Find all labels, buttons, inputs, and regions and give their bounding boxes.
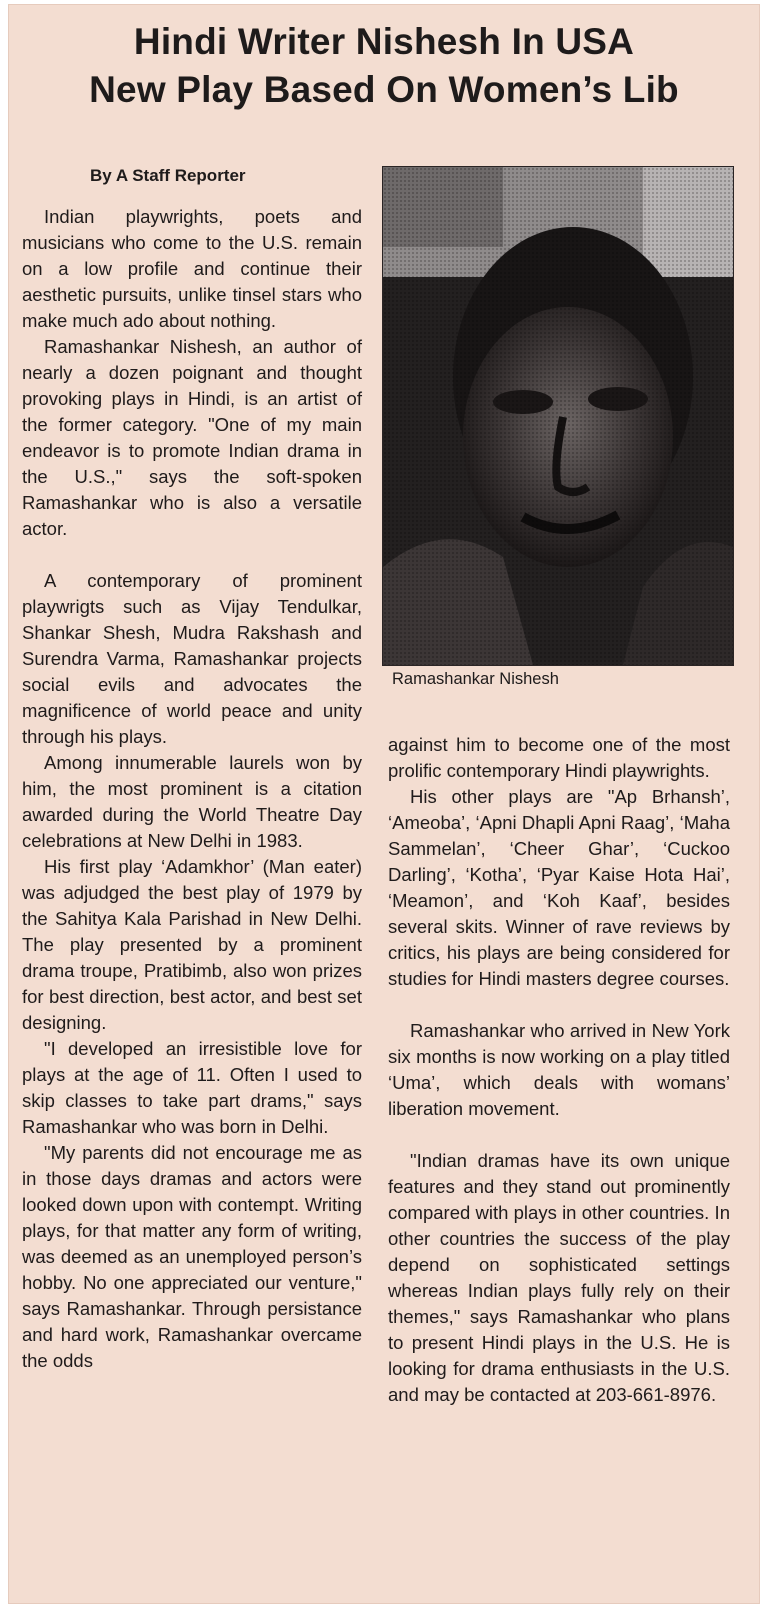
column1-paragraph-1: Indian playwrights, poets and musicians who come to the U.S. remain on a low profile and continue their aesthetic pursuits, unlike tinsel stars who make much ado about nothing. (22, 206, 362, 331)
column2-paragraph-3: Ramashankar who arrived in New York six months is now working on a play titled ‘Uma’, which deals with womans’ liberation movement. (388, 1020, 730, 1119)
byline: By A Staff Reporter (90, 166, 246, 185)
newspaper-clipping (8, 4, 760, 1604)
article-column-2 (388, 732, 730, 1408)
portrait-photo (382, 166, 734, 666)
column1-paragraph-4: Among innumerable laurels won by him, the most prominent is a citation awarded during the World Theatre Day celebrations at New Delhi in 1983. (22, 752, 362, 851)
column1-paragraph-3: A contemporary of prominent playwrigts such as Vijay Tendulkar, Shankar Shesh, Mudra Rakshash and Surendra Varma, Ramashankar projects social evils and advocates the magnificence of world peace and unity through his plays. (22, 570, 362, 747)
column2-paragraph-2: His other plays are "Ap Brhansh’, ‘Ameoba’, ‘Apni Dhapli Apni Raag’, ‘Maha Sammelan’, ‘Cheer Ghar’, ‘Cuckoo Darling’, ‘Kotha’, ‘Pyar Kaise Hota Hai’, ‘Meamon’, and ‘Koh Kaaf’, besides several skits. Winner of rave reviews by critics, his plays are being considered for studies for Hindi masters degree courses. (388, 786, 730, 989)
headline-line-1: Hindi Writer Nishesh In USA (133, 21, 635, 62)
column1-paragraph-2: Ramashankar Nishesh, an author of nearly a dozen poignant and thought provoking plays in Hindi, is an artist of the former category. "One of my main endeavor is to promote Indian drama in the U.S.," says the soft-spoken Ramashankar who is also a versatile actor. (22, 336, 362, 539)
portrait-image (383, 167, 733, 665)
column2-paragraph-1: against him to become one of the most prolific contemporary Hindi playwrights. (388, 734, 730, 781)
headline-line-2: New Play Based On Women’s Lib (89, 69, 679, 110)
column2-paragraph-4: "Indian dramas have its own unique features and they stand out prominently compared with plays in other countries. In other countries the success of the play depend on sophisticated settings whereas Indian plays fully rely on their themes," says Ramashankar who plans to present Hindi plays in the U.S. He is looking for drama enthusiasts in the U.S. and may be contacted at 203-661-8976. (388, 1150, 730, 1405)
column1-paragraph-7: "My parents did not encourage me as in those days dramas and actors were looked down upon with contempt. Writing plays, for that matter any form of writing, was deemed as an unemployed person’s hobby. No one appreciated our venture," says Ramashankar. Through persistance and hard work, Ramashankar overcame the odds (22, 1142, 362, 1371)
column1-paragraph-5: His first play ‘Adamkhor’ (Man eater) was adjudged the best play of 1979 by the Sahitya Kala Parishad in New Delhi. The play presented by a prominent drama troupe, Pratibimb, also won prizes for best direction, best actor, and best set designing. (22, 856, 362, 1033)
headline (8, 18, 760, 114)
article-column-1 (22, 204, 362, 1374)
column1-paragraph-6: "I developed an irresistible love for plays at the age of 11. Often I used to skip classes to take part drams," says Ramashankar who was born in Delhi. (22, 1038, 362, 1137)
photo-caption: Ramashankar Nishesh (392, 670, 559, 688)
